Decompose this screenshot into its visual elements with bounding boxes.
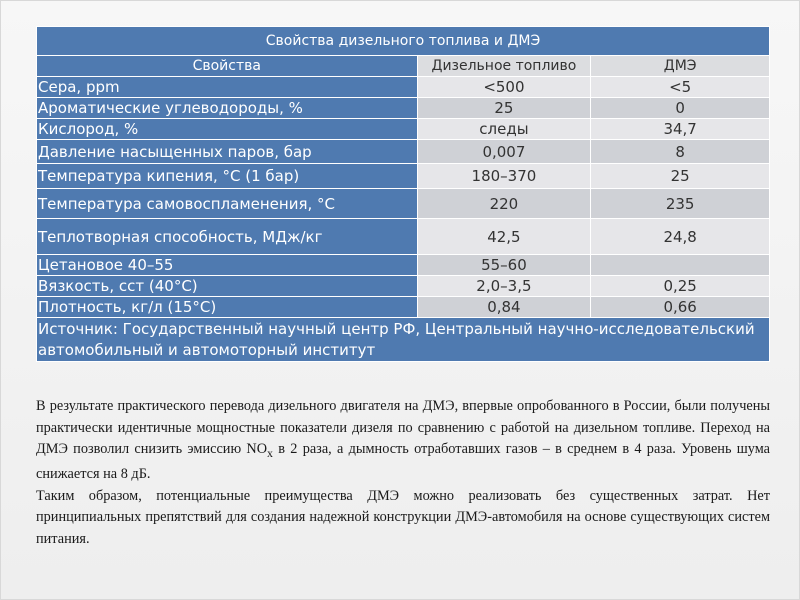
dme-value-cell: 0,66 bbox=[591, 297, 770, 318]
header-dme: ДМЭ bbox=[591, 56, 770, 77]
property-cell: Давление насыщенных паров, бар bbox=[37, 140, 418, 164]
dme-value-cell: 0,25 bbox=[591, 276, 770, 297]
paragraph-results-start: В результате практического перевода дизельного двигателя на ДМЭ, впервые опробованного в России, были получены практически идентичные мощностные показатели дизеля по сравнению с работой на дизельном топливе. Переход на ДМЭ позволил снизить эмиссию NO bbox=[36, 398, 770, 457]
table-row bbox=[37, 77, 770, 98]
table-row bbox=[37, 189, 770, 219]
dme-value-cell: 34,7 bbox=[591, 119, 770, 140]
diesel-value-cell: следы bbox=[417, 119, 591, 140]
diesel-value-cell: 25 bbox=[417, 98, 591, 119]
dme-value-cell bbox=[591, 255, 770, 276]
dme-value-cell: 235 bbox=[591, 189, 770, 219]
diesel-value-cell: 42,5 bbox=[417, 219, 591, 255]
table-row bbox=[37, 219, 770, 255]
table-title: Свойства дизельного топлива и ДМЭ bbox=[37, 27, 770, 56]
paragraph-results-end: в 2 раза, а дымность отработавших газов – в среднем в 4 раза. Уровень шума снижается на 8 дБ. bbox=[36, 441, 771, 483]
table-row bbox=[37, 119, 770, 140]
table-row bbox=[37, 98, 770, 119]
property-cell: Плотность, кг/л (15°C) bbox=[37, 297, 418, 318]
table-row bbox=[37, 276, 770, 297]
paragraph-results bbox=[36, 396, 770, 486]
dme-value-cell: <5 bbox=[591, 77, 770, 98]
body-text bbox=[36, 396, 770, 550]
nox-subscript: x bbox=[267, 445, 273, 460]
diesel-value-cell: <500 bbox=[417, 77, 591, 98]
table-row bbox=[37, 255, 770, 276]
property-cell: Сера, ppm bbox=[37, 77, 418, 98]
table-row bbox=[37, 297, 770, 318]
property-cell: Теплотворная способность, МДж/кг bbox=[37, 219, 418, 255]
property-cell: Температура кипения, °C (1 бар) bbox=[37, 164, 418, 189]
property-cell: Цетановое 40–55 bbox=[37, 255, 418, 276]
property-cell: Температура самовоспламенения, °C bbox=[37, 189, 418, 219]
diesel-value-cell: 180–370 bbox=[417, 164, 591, 189]
header-diesel: Дизельное топливо bbox=[417, 56, 591, 77]
dme-value-cell: 25 bbox=[591, 164, 770, 189]
dme-value-cell: 24,8 bbox=[591, 219, 770, 255]
dme-value-cell: 8 bbox=[591, 140, 770, 164]
property-cell: Кислород, % bbox=[37, 119, 418, 140]
diesel-value-cell: 0,007 bbox=[417, 140, 591, 164]
properties-table bbox=[36, 26, 770, 362]
diesel-value-cell: 55–60 bbox=[417, 255, 591, 276]
property-cell: Вязкость, сст (40°C) bbox=[37, 276, 418, 297]
table-row bbox=[37, 164, 770, 189]
diesel-value-cell: 0,84 bbox=[417, 297, 591, 318]
table-row bbox=[37, 140, 770, 164]
source-row bbox=[37, 318, 770, 362]
property-cell: Ароматические углеводороды, % bbox=[37, 98, 418, 119]
dme-value-cell: 0 bbox=[591, 98, 770, 119]
source-note: Источник: Государственный научный центр РФ, Центральный научно-исследовательский автомобильный и автомоторный институт bbox=[37, 318, 770, 362]
paragraph-conclusion: Таким образом, потенциальные преимущества ДМЭ можно реализовать без существенных затрат. Нет принципиальных препятствий для создания надежной конструкции ДМЭ-автомобиля на основе существующих систем питания. bbox=[36, 487, 770, 547]
header-properties: Свойства bbox=[37, 56, 418, 77]
diesel-value-cell: 220 bbox=[417, 189, 591, 219]
diesel-value-cell: 2,0–3,5 bbox=[417, 276, 591, 297]
